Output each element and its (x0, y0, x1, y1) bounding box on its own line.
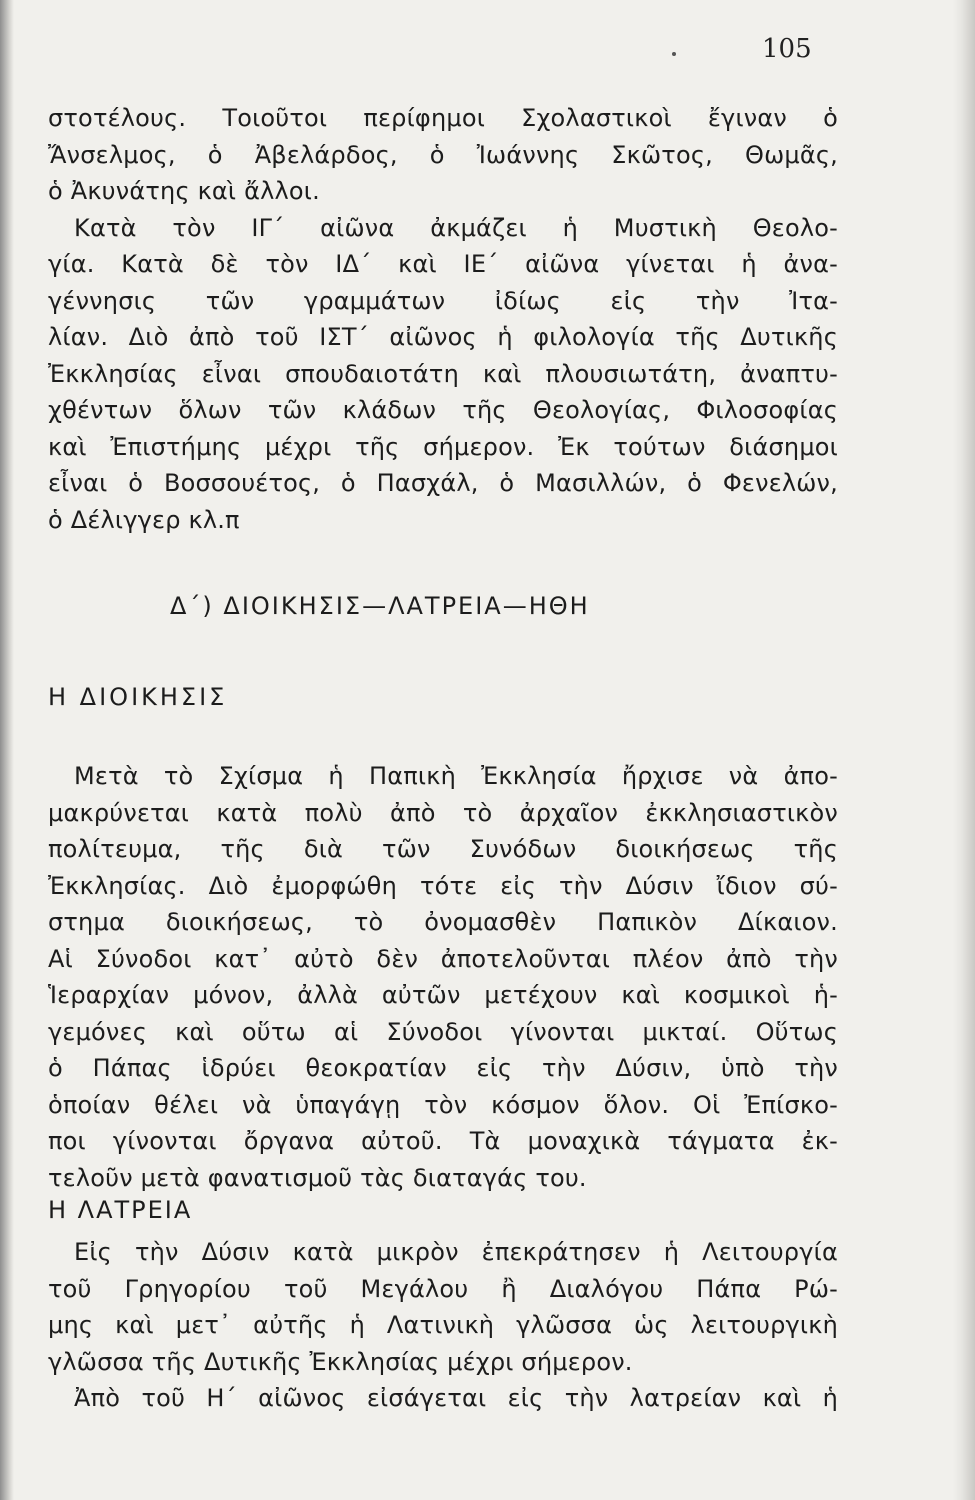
text-line: γεμόνες καὶ οὕτω αἱ Σύνοδοι γίνονται μικταί. Οὕτως (48, 1017, 838, 1046)
text-line: Ἱεραρχίαν μόνον, ἀλλὰ αὐτῶν μετέχουν καὶ κοσμικοὶ ἡ- (48, 981, 838, 1009)
page-number: 105 (762, 34, 812, 64)
text-line: Εἰς τὴν Δύσιν κατὰ μικρὸν ἐπεκράτησεν ἡ Λειτουργία (74, 1238, 838, 1266)
subsection-heading-administration: Η ΔΙΟΙΚΗΣΙΣ (48, 683, 228, 711)
text-line: ὁ Ἀκυνάτης καὶ ἄλλοι. (48, 177, 320, 205)
text-line: γέννησις τῶν γραμμάτων ἰδίως εἰς τὴν Ἰτα- (48, 286, 838, 315)
text-line: μης καὶ μετ᾽ αὐτῆς ἡ Λατινικὴ γλῶσσα ὡς λειτουργικὴ (48, 1311, 838, 1339)
subsection-heading-worship: Η ΛΑΤΡΕΙΑ (48, 1196, 193, 1224)
text-line: Ἐκκλησίας εἶναι σπουδαιοτάτη καὶ πλουσιωτάτη, ἀναπτυ- (48, 359, 838, 388)
text-line: στοτέλους. Τοιοῦτοι περίφημοι Σχολαστικοὶ ἔγιναν ὁ (48, 104, 838, 132)
text-line: γλῶσσα τῆς Δυτικῆς Ἐκκλησίας μέχρι σήμερον. (48, 1347, 633, 1376)
text-line: τελοῦν μετὰ φανατισμοῦ τὰς διαταγάς του. (48, 1163, 587, 1192)
paragraph-administration (48, 758, 838, 1196)
text-line: χθέντων ὅλων τῶν κλάδων τῆς Θεολογίας, Φιλοσοφίας (48, 396, 838, 424)
text-line: λίαν. Διὸ ἀπὸ τοῦ ΙΣΤ΄ αἰῶνος ἡ φιλολογία τῆς Δυτικῆς (48, 323, 838, 351)
text-line: Ἀπὸ τοῦ Η΄ αἰῶνος εἰσάγεται εἰς τὴν λατρείαν καὶ ἡ (74, 1384, 838, 1412)
section-heading: Δ΄) ΔΙΟΙΚΗΣΙΣ—ΛΑΤΡΕΙΑ—ΗΘΗ (170, 592, 590, 620)
text-line: γία. Κατὰ δὲ τὸν ΙΔ΄ καὶ ΙΕ΄ αἰῶνα γίνεται ἡ ἀνα- (48, 250, 838, 278)
page-left-shadow (0, 0, 14, 1500)
text-line: στημα διοικήσεως, τὸ ὀνομασθὲν Παπικὸν Δίκαιον. (48, 908, 838, 936)
text-line: Ἄνσελμος, ὁ Ἀβελάρδος, ὁ Ἰωάννης Σκῶτος, Θωμᾶς, (48, 140, 838, 169)
text-line: ποι γίνονται ὄργανα αὐτοῦ. Τὰ μοναχικὰ τάγματα ἐκ- (48, 1127, 838, 1155)
text-line: πολίτευμα, τῆς διὰ τῶν Συνόδων διοικήσεως τῆς (48, 835, 838, 863)
paragraph-worship (48, 1234, 838, 1417)
text-line: Κατὰ τὸν ΙΓ΄ αἰῶνα ἀκμάζει ἡ Μυστικὴ Θεολο- (74, 213, 838, 242)
page-right-shadow (953, 0, 975, 1500)
print-speck (672, 52, 676, 56)
text-line: ὁποίαν θέλει νὰ ὑπαγάγῃ τὸν κόσμον ὅλον. Οἱ Ἐπίσκο- (48, 1090, 838, 1119)
text-line: εἶναι ὁ Βοσσουέτος, ὁ Πασχάλ, ὁ Μασιλλών, ὁ Φενελών, (48, 469, 838, 497)
text-line: Ἐκκλησίας. Διὸ ἐμορφώθη τότε εἰς τὴν Δύσιν ἴδιον σύ- (48, 871, 838, 900)
paragraph-scholastics (48, 100, 838, 538)
text-line: μακρύνεται κατὰ πολὺ ἀπὸ τὸ ἀρχαῖον ἐκκλησιαστικὸν (48, 798, 838, 827)
text-line: Μετὰ τὸ Σχίσμα ἡ Παπικὴ Ἐκκλησία ἤρχισε νὰ ἀπο- (74, 762, 838, 790)
text-line: ὁ Πάπας ἱδρύει θεοκρατίαν εἰς τὴν Δύσιν, ὑπὸ τὴν (48, 1054, 838, 1082)
text-line: ὁ Δέλιγγερ κλ.π (48, 505, 240, 534)
text-line: Αἱ Σύνοδοι κατ᾽ αὐτὸ δὲν ἀποτελοῦνται πλέον ἀπὸ τὴν (48, 944, 838, 973)
text-line: τοῦ Γρηγορίου τοῦ Μεγάλου ἢ Διαλόγου Πάπα Ρώ- (48, 1274, 838, 1303)
text-line: καὶ Ἐπιστήμης μέχρι τῆς σήμερον. Ἐκ τούτων διάσημοι (48, 432, 838, 461)
